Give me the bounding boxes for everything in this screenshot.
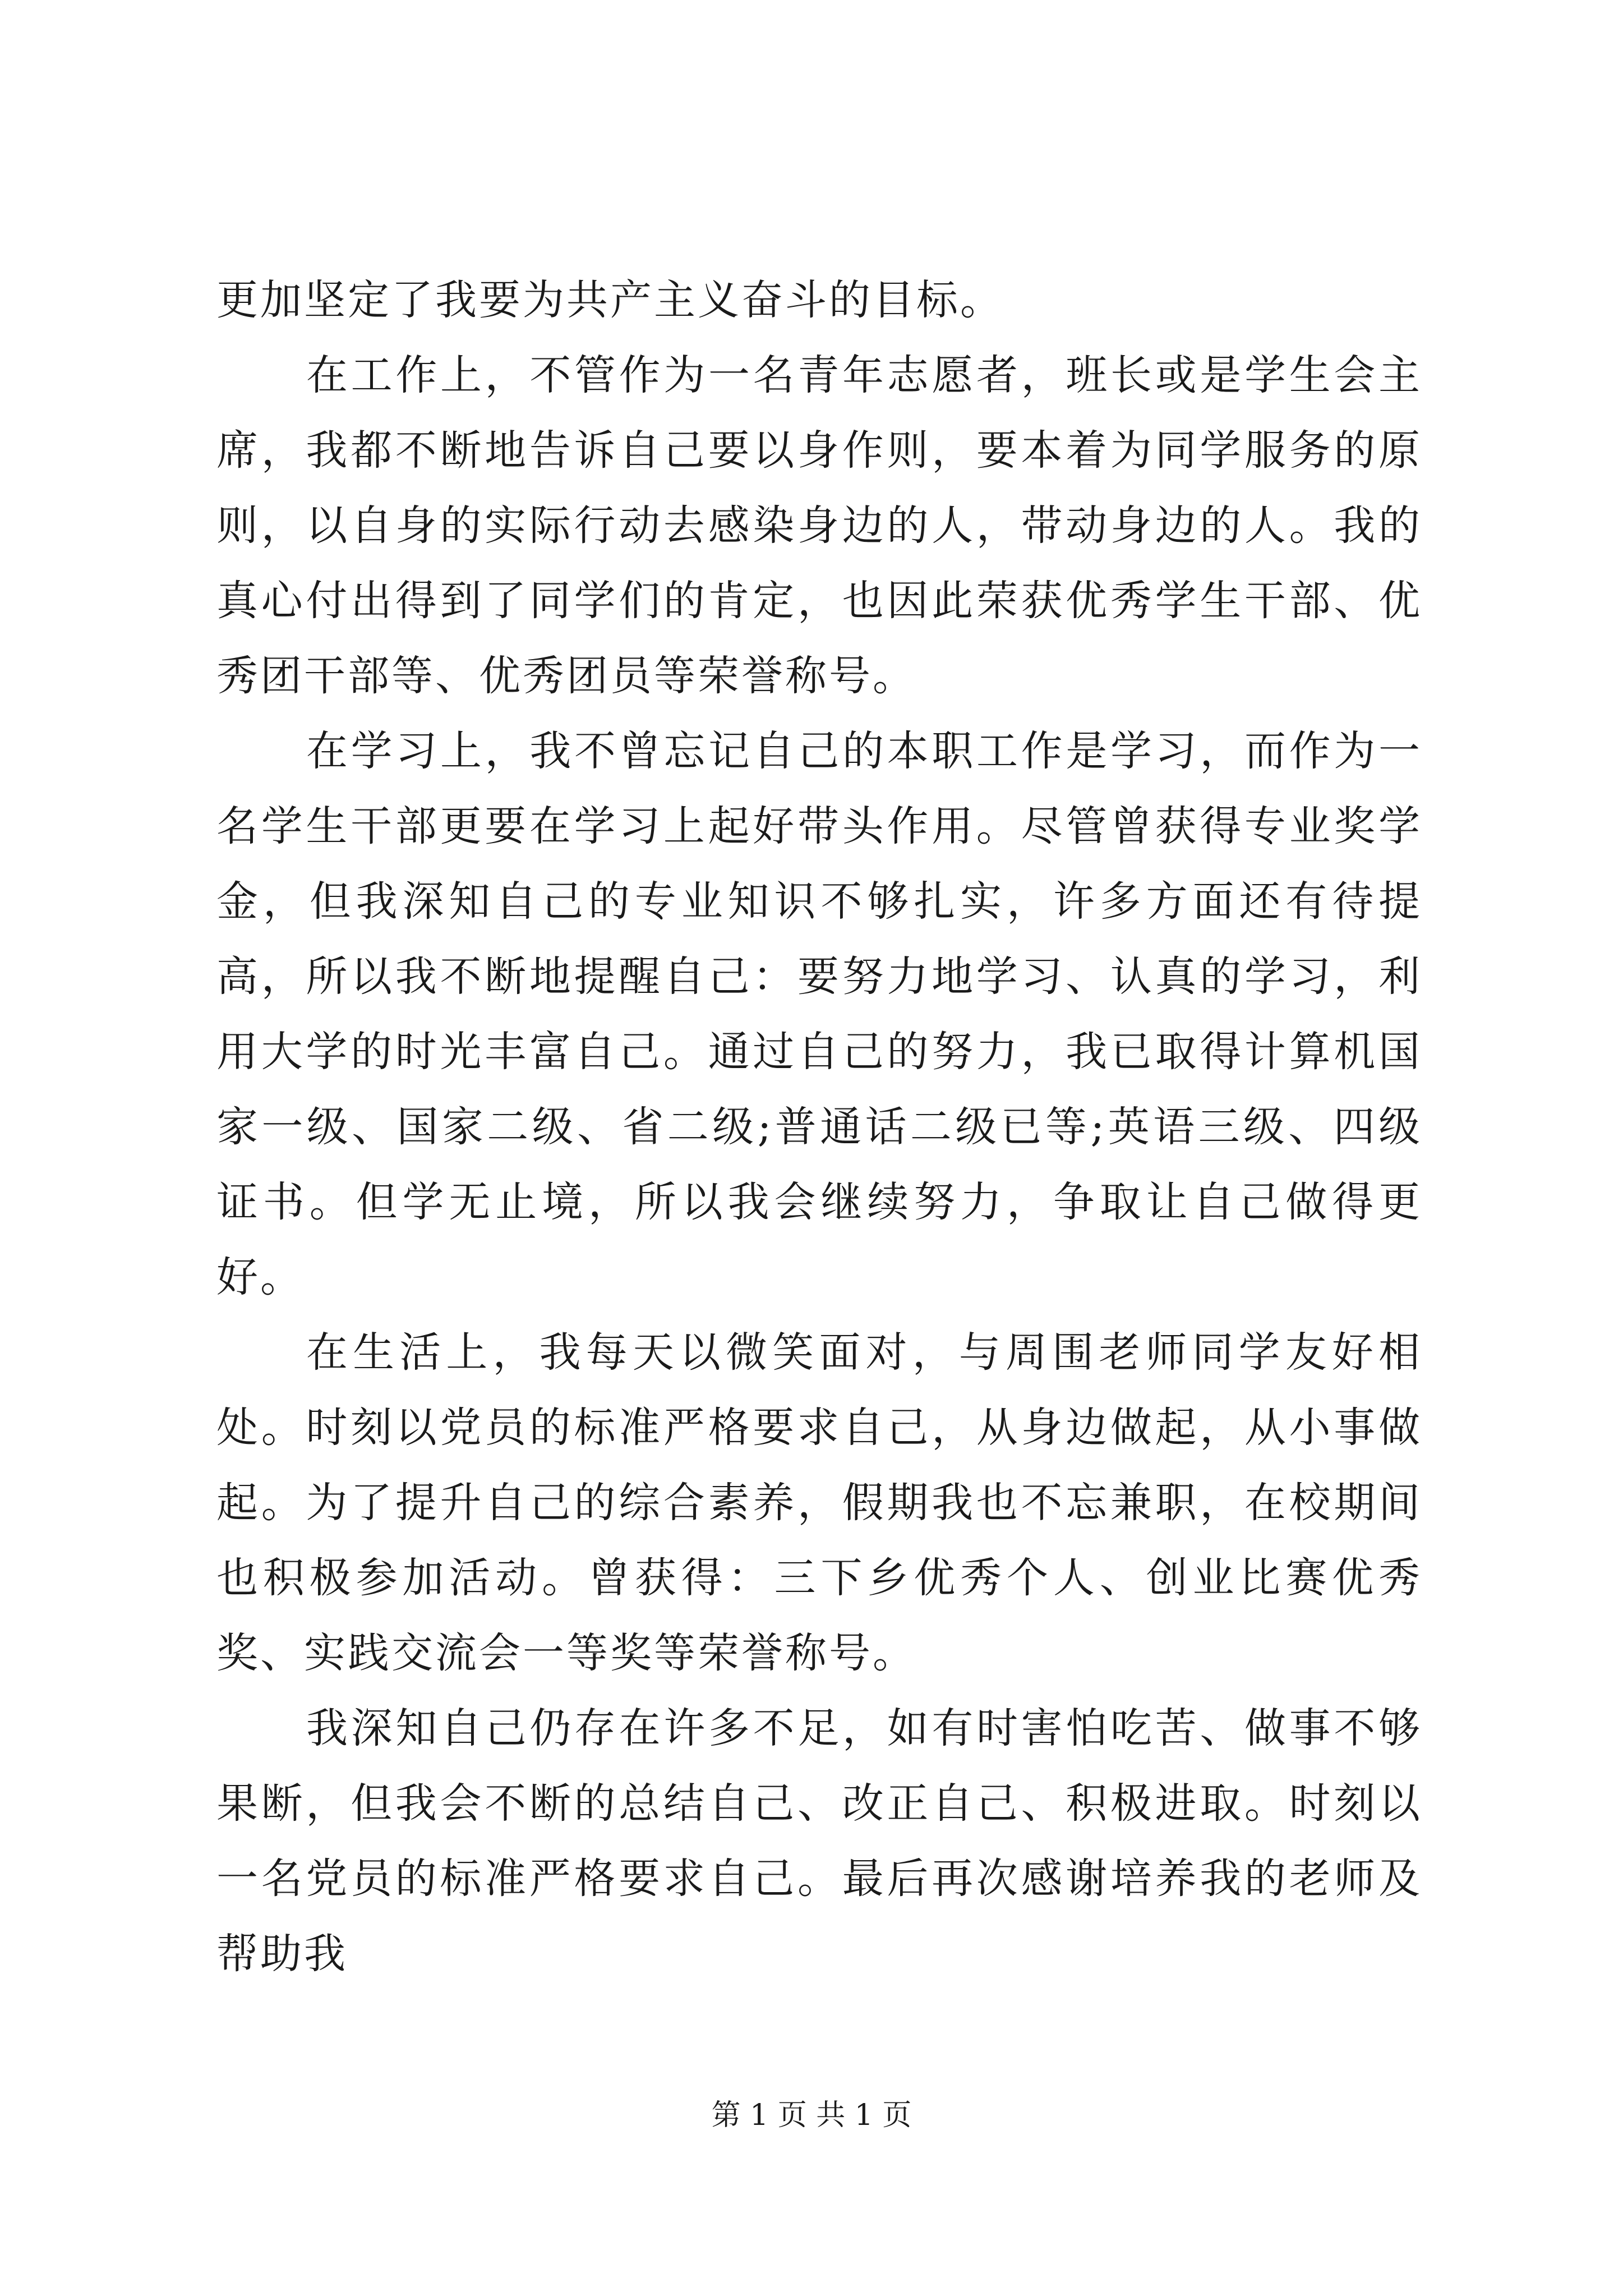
document-body xyxy=(216,263,1422,1991)
paragraph-5: 我深知自己仍存在许多不足，如有时害怕吃苦、做事不够果断，但我会不断的总结自己、改正自己、积极进取。时刻以一名党员的标准严格要求自己。最后再次感谢培养我的老师及帮助我 xyxy=(216,1704,1422,1978)
paragraph-4: 在生活上，我每天以微笑面对，与周围老师同学友好相处。时刻以党员的标准严格要求自己，从身边做起，从小事做起。为了提升自己的综合素养，假期我也不忘兼职，在校期间也积极参加活动。曾获得：三下乡优秀个人、创业比赛优秀奖、实践交流会一等奖等荣誉称号。 xyxy=(216,1328,1422,1677)
paragraph-3: 在学习上，我不曾忘记自己的本职工作是学习，而作为一名学生干部更要在学习上起好带头作用。尽管曾获得专业奖学金，但我深知自己的专业知识不够扎实，许多方面还有待提高，所以我不断地提醒自己：要努力地学习、认真的学习，利用大学的时光丰富自己。通过自己的努力，我已取得计算机国家一级、国家二级、省二级;普通话二级已等;英语三级、四级证书。但学无止境，所以我会继续努力，争取让自己做得更好。 xyxy=(216,727,1422,1301)
paragraph-1: 更加坚定了我要为共产主义奋斗的目标。 xyxy=(216,276,1004,324)
paragraph-2: 在工作上，不管作为一名青年志愿者，班长或是学生会主席，我都不断地告诉自己要以身作则，要本着为同学服务的原则，以自身的实际行动去感染身边的人，带动身边的人。我的真心付出得到了同学们的肯定，也因此荣获优秀学生干部、优秀团干部等、优秀团员等荣誉称号。 xyxy=(216,351,1422,700)
page-number-label: 第 1 页 共 1 页 xyxy=(711,2099,912,2132)
page-footer xyxy=(0,2091,1623,2133)
